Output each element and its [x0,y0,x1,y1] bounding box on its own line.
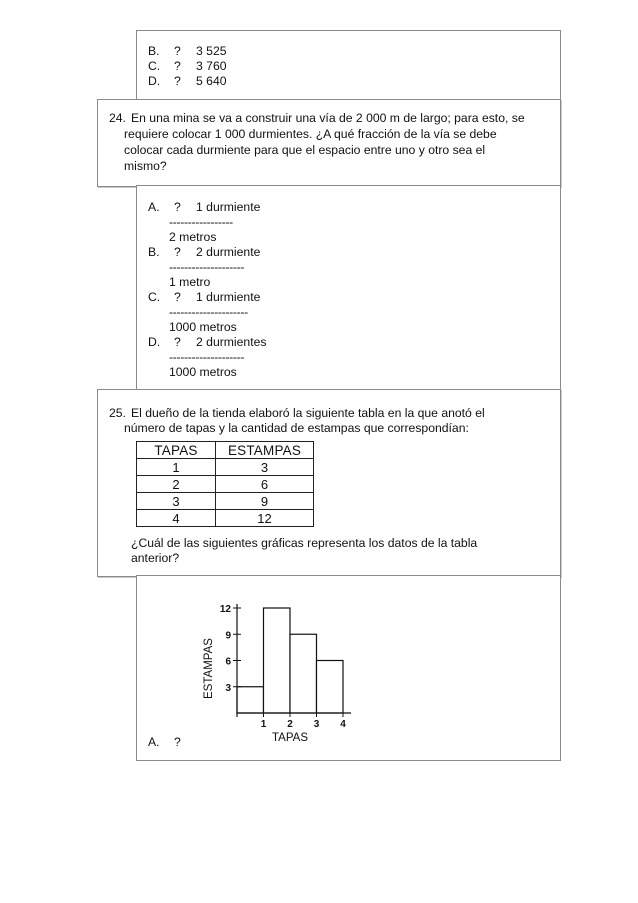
chart-bar [237,687,264,713]
q25-text-line-2: número de tapas y la cantidad de estampas que correspondían: [124,421,469,435]
q23-options-box [136,30,561,100]
table-header-tapas: TAPAS [137,442,216,459]
q25-option-a[interactable]: A. ? [148,735,181,749]
chart-bar [317,661,344,714]
fraction-numerator: 2 durmiente [196,245,261,259]
q23-option-c[interactable]: C. ? 3 760 [148,59,227,73]
fraction-denominator: 2 metros [169,230,217,244]
q23-option-b[interactable]: B. ? 3 525 [148,44,227,58]
q25-number: 25. [109,406,126,420]
q24-text-line-3: colocar cada durmiente para que el espacio entre uno y otro sea el [124,143,486,157]
fraction-numerator: 1 durmiente [196,200,261,214]
fraction-bar: --------------------- [169,305,248,319]
table-cell: 12 [216,510,314,527]
q25-option-a-box [136,575,561,761]
table-header-row [137,442,314,459]
chart-y-tick-label: 12 [219,604,231,615]
fraction-numerator: 2 durmientes [196,335,267,349]
estampas-bar-chart [197,598,367,748]
q24-text-line-2: requiere colocar 1 000 durmientes. ¿A qué fracción de la vía se debe [124,127,497,141]
table-row [137,493,314,510]
fraction-bar: ----------------- [169,215,233,229]
chart-y-tick-label: 9 [225,630,231,642]
q25-question-line-1: ¿Cuál de las siguientes gráficas representa los datos de la tabla [131,536,478,550]
fraction-bar: -------------------- [169,260,245,274]
fraction-numerator: 1 durmiente [196,290,261,304]
table-cell: 6 [216,476,314,493]
table-row [137,459,314,476]
fraction-denominator: 1 metro [169,275,211,289]
table-cell: 4 [137,510,216,527]
q24-text-line-1: En una mina se va a construir una vía de 2 000 m de largo; para esto, se [131,111,525,125]
chart-y-tick-label: 6 [225,656,231,668]
q24-text-line-4: mismo? [124,159,167,173]
chart-x-tick-label: 1 [260,719,267,730]
chart-x-tick-label: 2 [287,719,293,730]
q25-text-line-1: El dueño de la tienda elaboró la siguiente tabla en la que anotó el [131,406,485,420]
chart-x-axis-label: TAPAS [272,732,308,744]
fraction-denominator: 1000 metros [169,365,237,379]
fraction-denominator: 1000 metros [169,320,237,334]
q24-options-box: A. ? 1 durmiente ----------------- 2 metros B. ? 2 durmiente -------------------- 1 metro C. ? 1 durmiente --------------------- 1000 metros D. ? 2 durmientes -------------------- 1000 metros [136,185,561,390]
chart-bar [264,608,291,713]
fraction-bar: -------------------- [169,350,245,364]
chart-y-tick-label: 3 [225,682,231,694]
table-row [137,476,314,493]
chart-bar [290,634,317,713]
q25-question-box [97,389,561,577]
table-cell: 3 [216,459,314,476]
chart-y-axis-label: ESTAMPAS [203,638,215,699]
table-cell: 9 [216,493,314,510]
table-cell: 1 [137,459,216,476]
q24-question-box [97,99,561,187]
table-cell: 2 [137,476,216,493]
chart-x-tick-label: 4 [340,719,346,730]
chart-x-tick-label: 3 [313,719,320,730]
q25-question-line-2: anterior? [131,551,180,565]
q24-number: 24. [109,111,126,125]
tapas-estampas-table [136,441,314,527]
q23-option-d[interactable]: D. ? 5 640 [148,74,227,88]
table-header-estampas: ESTAMPAS [216,442,314,459]
table-cell: 3 [137,493,216,510]
table-row [137,510,314,527]
